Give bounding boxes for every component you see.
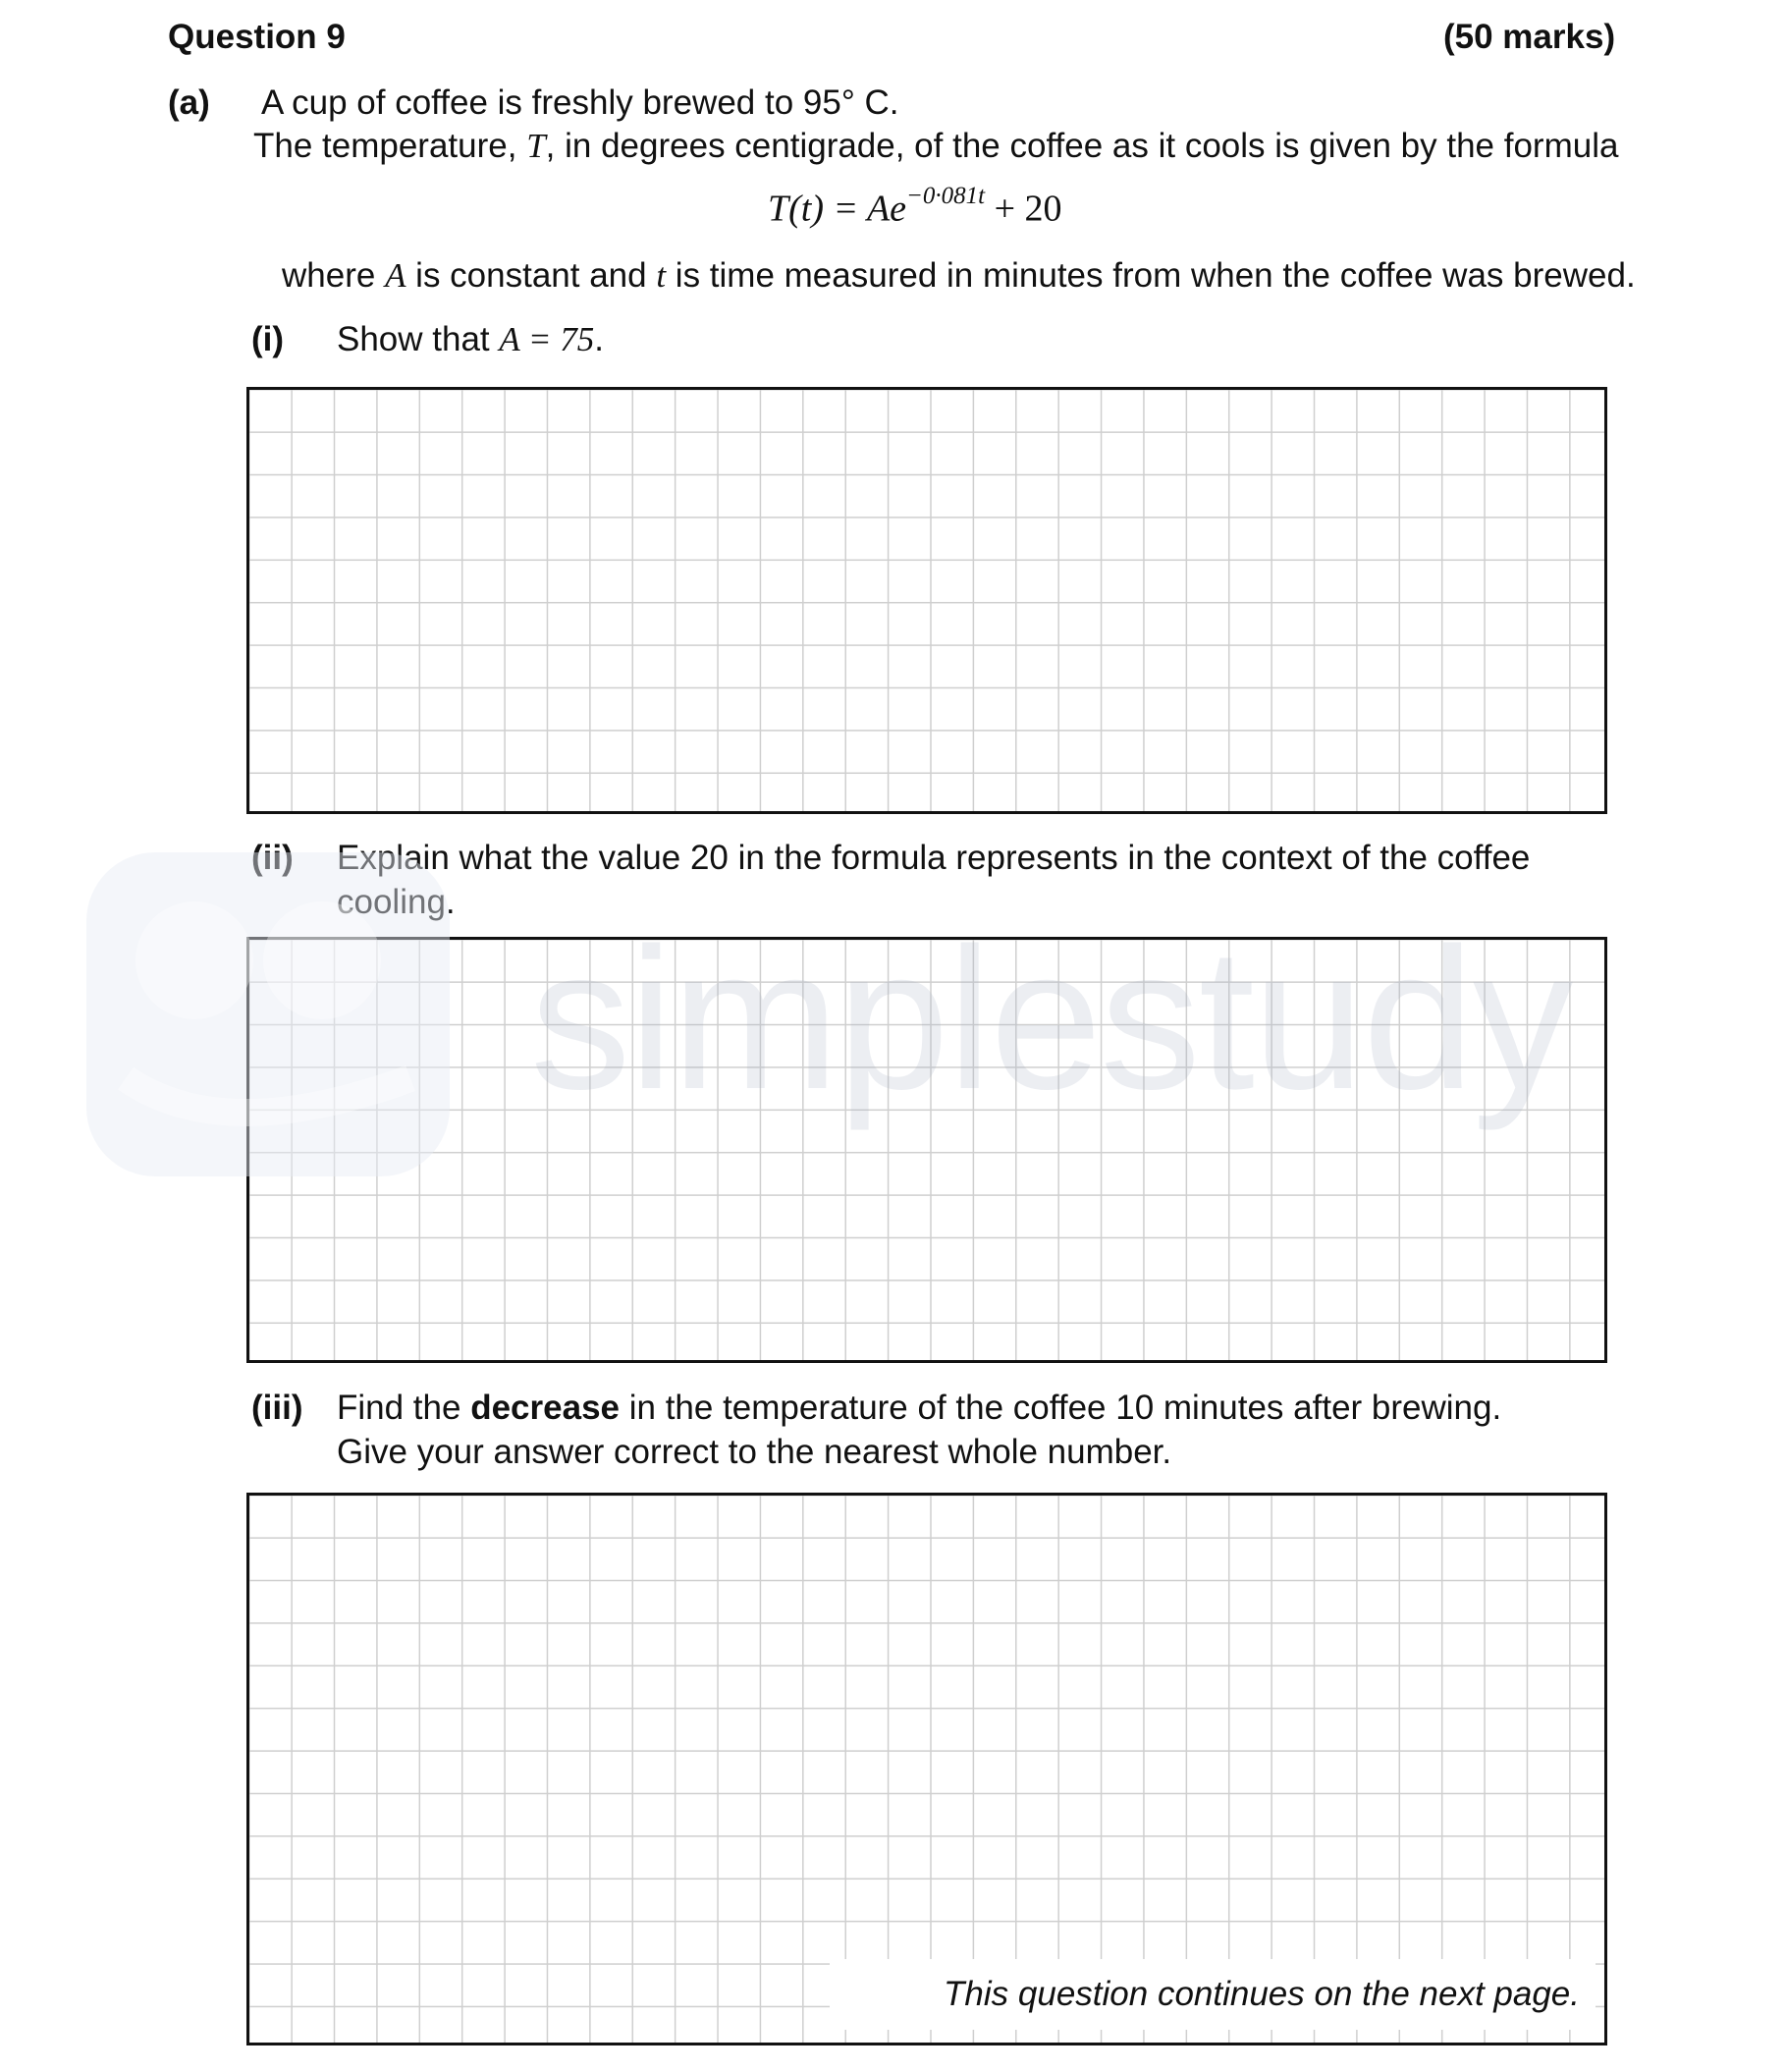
part-a-line1: A cup of coffee is freshly brewed to 95° C.: [261, 83, 899, 122]
part-i-label: (i): [251, 320, 285, 358]
part-iii-line1: Find the decrease in the temperature of the coffee 10 minutes after brewing.: [337, 1389, 1502, 1427]
answer-box-i[interactable]: [246, 387, 1607, 814]
part-ii-line2: cooling.: [337, 883, 456, 921]
part-a-label: (a): [168, 83, 210, 122]
cooling-formula: $T(t) = Ae^{-0\cdot 081t} + 20$: [768, 183, 1062, 230]
continues-note: This question continues on the next page.: [830, 1959, 1596, 2030]
watermark-text: simplestudy: [530, 906, 1572, 1131]
part-a-where-line: where A is constant and t is time measured in minutes from when the coffee was brewed.: [282, 256, 1636, 295]
part-i-text: Show that A = 75.: [337, 320, 604, 358]
part-ii-label: (ii): [251, 839, 294, 877]
part-iii-line2: Give your answer correct to the nearest whole number.: [337, 1433, 1172, 1471]
part-a-line2: The temperature, T, in degrees centigrade, of the coffee as it cools is given by the formula: [253, 127, 1619, 165]
question-marks: (50 marks): [1443, 18, 1616, 56]
answer-box-ii[interactable]: [246, 937, 1607, 1363]
part-ii-line1: Explain what the value 20 in the formula represents in the context of the coffee: [337, 839, 1531, 877]
part-iii-label: (iii): [251, 1389, 303, 1427]
question-title: Question 9: [168, 18, 346, 56]
